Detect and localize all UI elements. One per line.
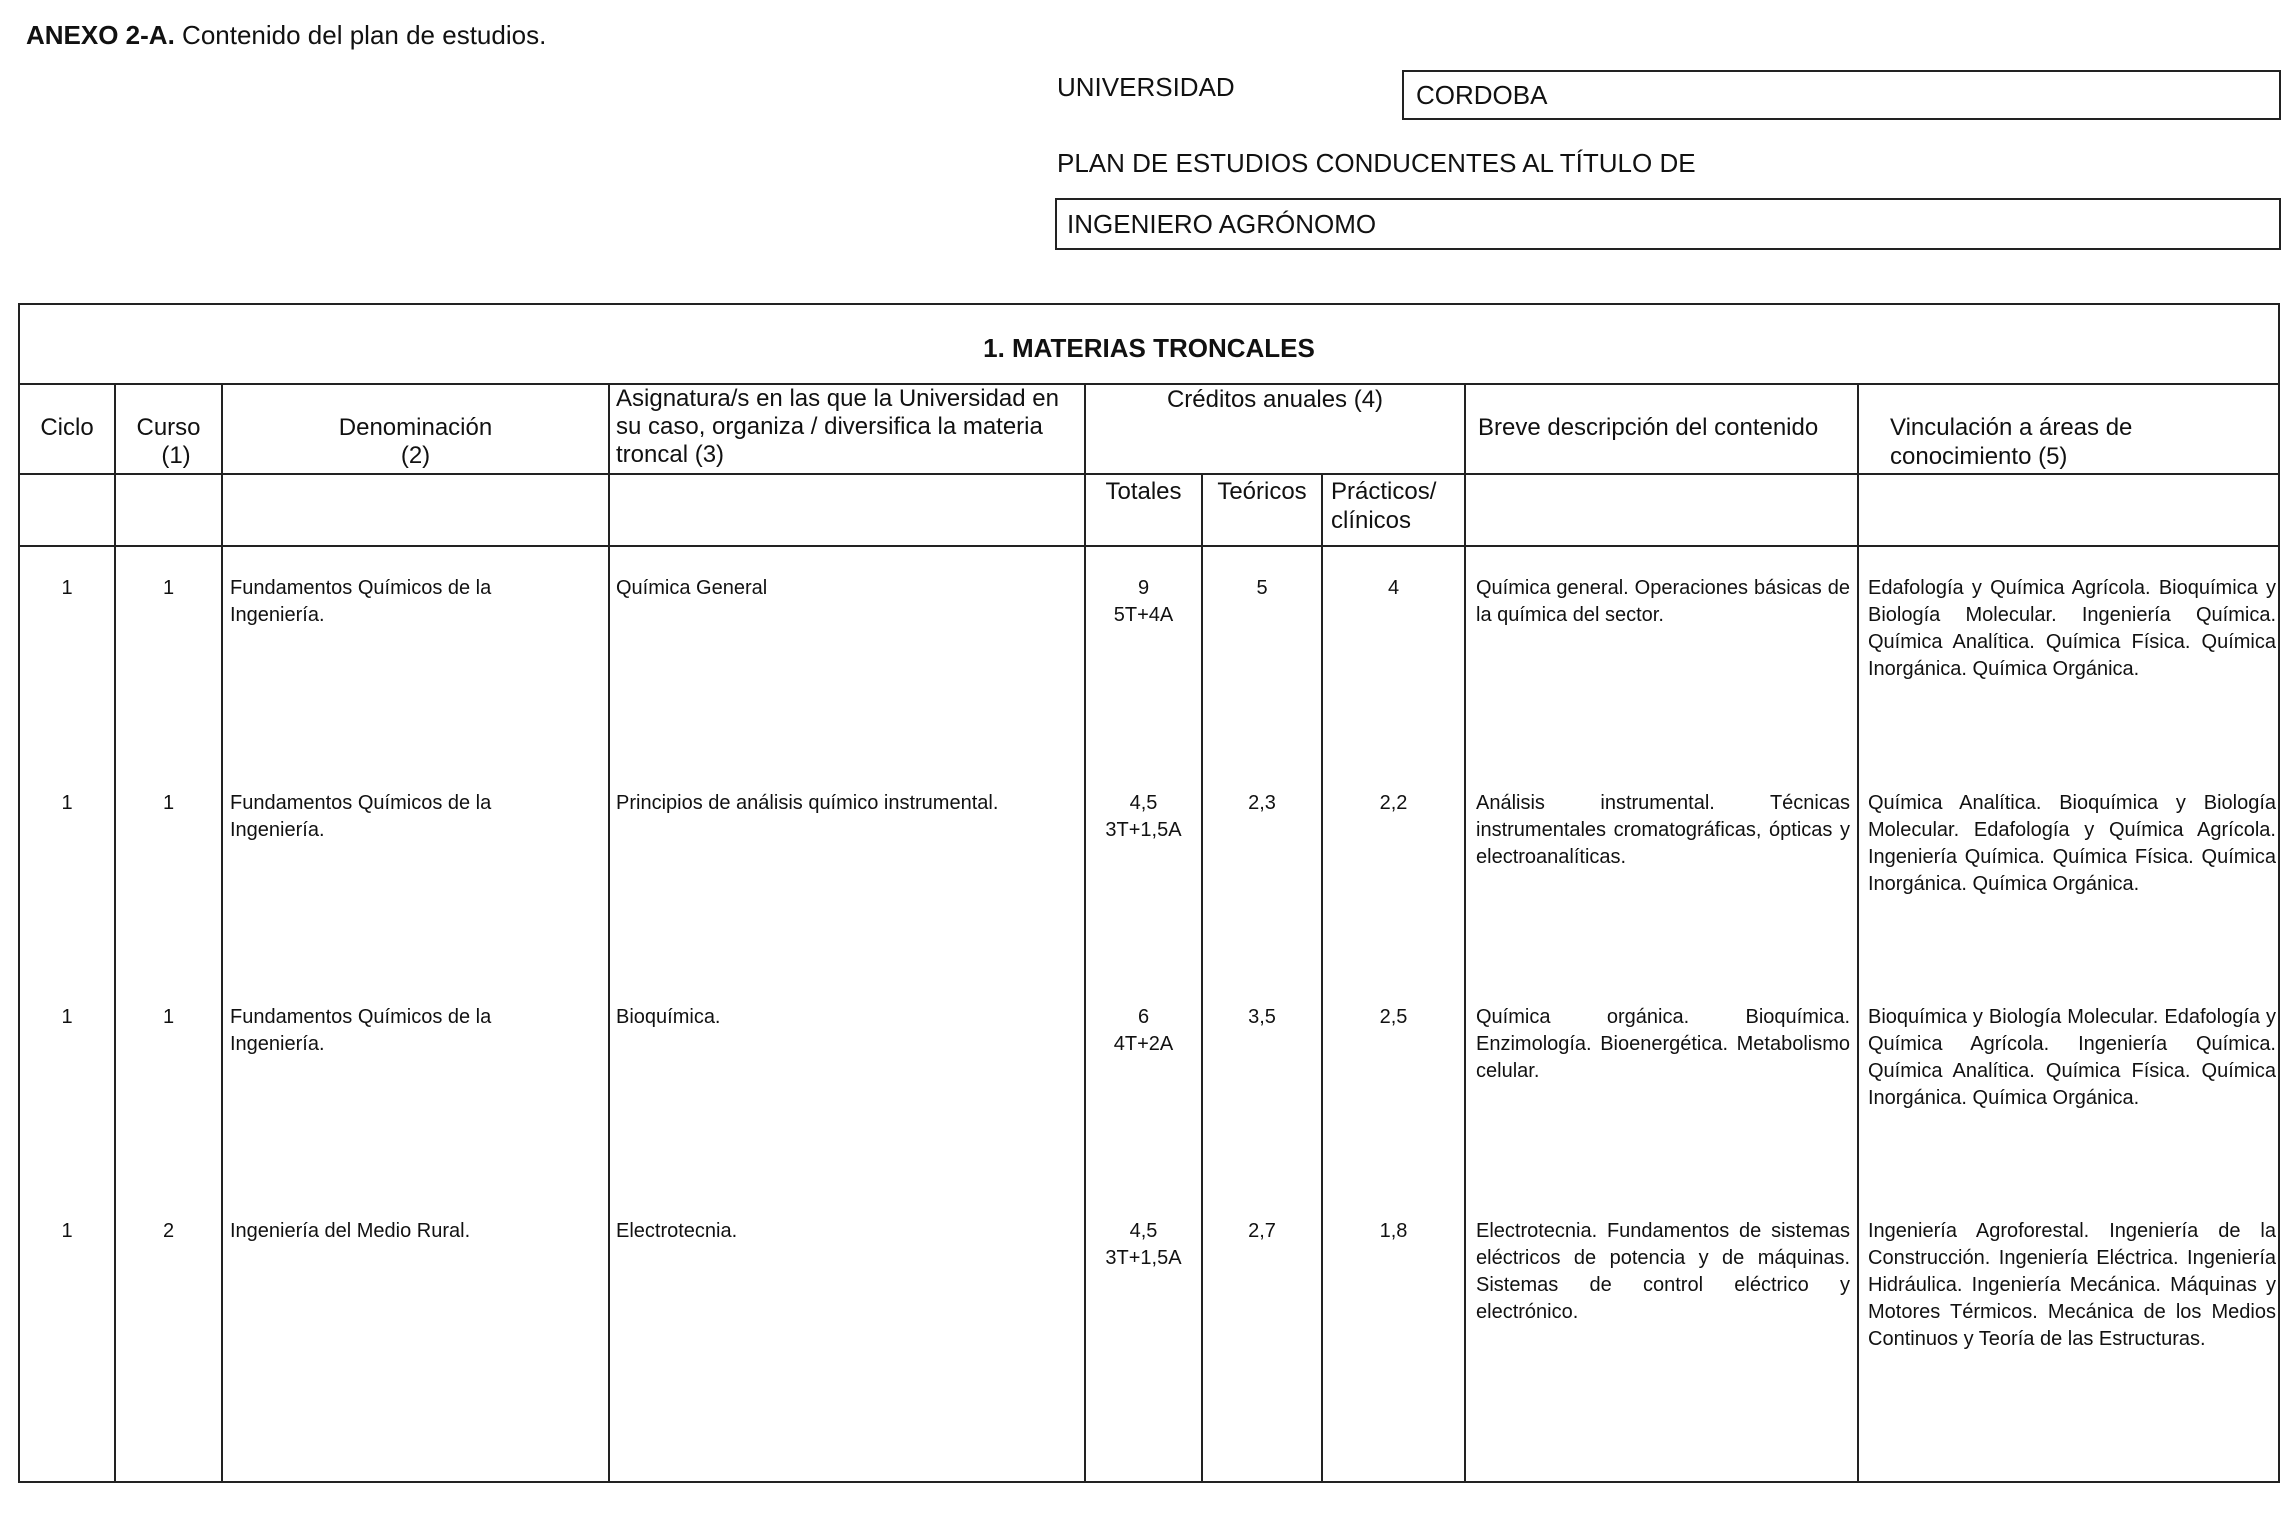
header-creditos: Créditos anuales (4) [1166, 386, 1384, 413]
cell-totales: 9 [1137, 577, 1150, 599]
header-practicos: Prácticos/ clínicos [1331, 478, 1437, 534]
header-curso-note: (1) [161, 442, 191, 469]
cell-practicos: 1,8 [1379, 1220, 1408, 1242]
cell-practicos: 2,5 [1379, 1006, 1408, 1028]
cell-practicos: 4 [1387, 577, 1400, 599]
col-divider [1084, 384, 1086, 1481]
cell-asignatura: Principios de análisis químico instrumental. [616, 792, 999, 814]
cell-ciclo: 1 [61, 577, 73, 599]
col-divider [608, 384, 610, 1481]
cell-descripcion: Electrotecnia. Fundamentos de sistemas eléctricos de potencia y de máquinas. Sistemas de control eléctrico y electrónico. [1476, 1220, 1850, 1323]
col-divider [1857, 384, 1859, 1481]
cell-asignatura: Química General [616, 577, 768, 599]
troncales-table [18, 303, 2280, 1483]
university-label: UNIVERSIDAD [1057, 72, 1235, 102]
header-descripcion: Breve descripción del contenido [1478, 414, 1819, 441]
cell-denominacion: Fundamentos Químicos de la Ingeniería. [230, 792, 492, 841]
col-divider [221, 384, 223, 1481]
cell-totales: 4,5 [1129, 1220, 1158, 1242]
cell-denominacion: Ingeniería del Medio Rural. [230, 1220, 471, 1242]
degree-field: INGENIERO AGRÓNOMO [1055, 198, 2281, 250]
col-divider [1464, 384, 1466, 1481]
header-denominacion-note: (2) [400, 442, 431, 469]
annex-description: Contenido del plan de estudios. [174, 20, 547, 50]
plan-label: PLAN DE ESTUDIOS CONDUCENTES AL TÍTULO DE [1057, 148, 1696, 178]
cell-descripcion: Química general. Operaciones básicas de la química del sector. [1476, 577, 1850, 626]
cell-ciclo: 1 [61, 792, 73, 814]
cell-vinculacion: Bioquímica y Biología Molecular. Edafología y Química Agrícola. Ingeniería Química. Química Analítica. Química Física. Química Inorgánica. Química Orgánica. [1868, 1006, 2276, 1109]
cell-totales-split: 3T+1,5A [1105, 819, 1182, 841]
table-title: 1. MATERIAS TRONCALES [20, 305, 2278, 385]
cell-teoricos: 2,7 [1248, 1220, 1276, 1242]
col-divider [114, 384, 116, 1481]
cell-ciclo: 1 [61, 1220, 73, 1242]
annex-label: ANEXO 2-A. [26, 20, 175, 50]
university-field: CORDOBA [1402, 70, 2281, 120]
cell-totales: 6 [1137, 1006, 1150, 1028]
cell-descripcion: Química orgánica. Bioquímica. Enzimología. Bioenergética. Metabolismo celular. [1476, 1006, 1850, 1082]
cell-curso: 2 [162, 1220, 175, 1242]
header-denominacion: Denominación [338, 414, 493, 441]
cell-totales: 4,5 [1129, 792, 1158, 814]
col-divider [1201, 473, 1203, 1481]
document-title [26, 20, 546, 51]
cell-denominacion: Fundamentos Químicos de la Ingeniería. [230, 577, 492, 626]
cell-teoricos: 2,3 [1248, 792, 1276, 814]
header-asignaturas: Asignatura/s en las que la Universidad en su caso, organiza / diversifica la materia troncal (3) [616, 385, 1059, 468]
cell-curso: 1 [162, 792, 175, 814]
cell-ciclo: 1 [61, 1006, 73, 1028]
cell-practicos: 2,2 [1379, 792, 1408, 814]
cell-descripcion: Análisis instrumental. Técnicas instrumentales cromatográficas, ópticas y electroanalíticas. [1476, 792, 1850, 868]
col-divider [1321, 473, 1323, 1481]
header-bottom-divider [20, 545, 2278, 547]
cell-asignatura: Electrotecnia. [616, 1220, 738, 1242]
header-ciclo: Ciclo [40, 414, 94, 441]
cell-asignatura: Bioquímica. [616, 1006, 721, 1028]
cell-teoricos: 5 [1256, 577, 1268, 599]
cell-vinculacion: Edafología y Química Agrícola. Bioquímica y Biología Molecular. Ingeniería Química. Química Analítica. Química Física. Química Inorgánica. Química Orgánica. [1868, 577, 2276, 680]
cell-vinculacion: Química Analítica. Bioquímica y Biología Molecular. Edafología y Química Agrícola. Ingeniería Química. Química Física. Química Inorgánica. Química Orgánica. [1868, 792, 2276, 895]
header-vinculacion: Vinculación a áreas de conocimiento (5) [1890, 414, 2133, 470]
cell-teoricos: 3,5 [1248, 1006, 1276, 1028]
cell-curso: 1 [162, 577, 175, 599]
header-curso: Curso [136, 414, 201, 441]
cell-vinculacion: Ingeniería Agroforestal. Ingeniería de la Construcción. Ingeniería Eléctrica. Ingeniería Hidráulica. Ingeniería Mecánica. Máquinas y Motores Térmicos. Mecánica de los Medios Continuos y Teoría de las Estructuras. [1868, 1220, 2276, 1350]
cell-totales-split: 4T+2A [1113, 1033, 1174, 1055]
cell-denominacion: Fundamentos Químicos de la Ingeniería. [230, 1006, 492, 1055]
header-divider [20, 473, 2278, 475]
header-totales: Totales [1105, 478, 1182, 505]
cell-totales-split: 3T+1,5A [1105, 1247, 1182, 1269]
header-teoricos: Teóricos [1217, 478, 1307, 505]
cell-totales-split: 5T+4A [1113, 604, 1174, 626]
cell-curso: 1 [162, 1006, 175, 1028]
